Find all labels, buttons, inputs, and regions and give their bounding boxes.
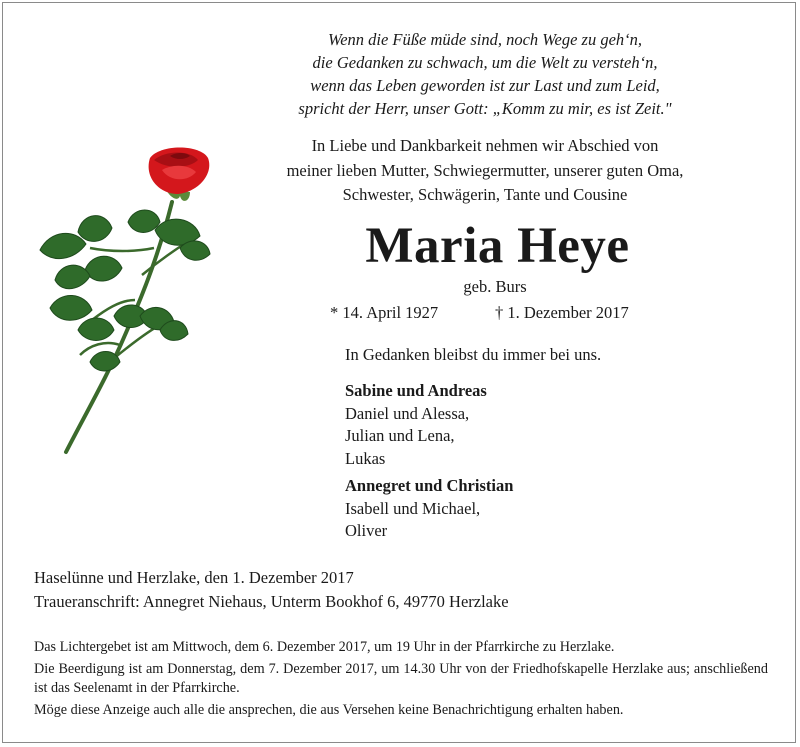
- note-paragraph: Die Beerdigung ist am Donnerstag, dem 7. Dezember 2017, um 14.30 Uhr von der Friedhofskapelle Herzlake aus; anschließend ist das Seelenamt in der Pfarrkirche.: [34, 661, 768, 696]
- family-group: [345, 475, 513, 543]
- family-member: Oliver: [345, 521, 388, 540]
- birth-date: * 14. April 1927: [330, 303, 439, 322]
- family-member: Julian und Lena,: [345, 426, 455, 445]
- intro-line: In Liebe und Dankbarkeit nehmen wir Abschied von: [311, 136, 659, 155]
- mourning-address: Traueranschrift: Annegret Niehaus, Unterm Bookhof 6, 49770 Herzlake: [34, 591, 509, 611]
- family-member: Lukas: [345, 448, 386, 468]
- family-head: Annegret und Christian: [345, 476, 514, 495]
- poem-line: die Gedanken zu schwach, um die Welt zu versteh‘n,: [312, 53, 658, 72]
- death-date: † 1. Dezember 2017: [495, 303, 629, 322]
- note-paragraph: Möge diese Anzeige auch alle die ansprechen, die aus Versehen keine Benachrichtigung erhalten haben.: [34, 702, 624, 718]
- service-notes: [34, 638, 768, 723]
- family-member: Daniel und Alessa,: [345, 403, 470, 423]
- motto: In Gedanken bleibst du immer bei uns.: [345, 345, 602, 364]
- poem-line: spricht der Herr, unser Gott: „Komm zu mir, es ist Zeit.": [298, 99, 672, 118]
- intro-line: meiner lieben Mutter, Schwiegermutter, unserer guten Oma,: [286, 160, 684, 180]
- family-group: [345, 380, 487, 470]
- intro-line: Schwester, Schwägerin, Tante und Cousine: [342, 185, 628, 204]
- deceased-name: Maria Heye: [365, 218, 630, 274]
- red-rose-icon: [30, 140, 220, 460]
- poem: [250, 28, 720, 120]
- family-member: Isabell und Michael,: [345, 498, 481, 518]
- poem-line: wenn das Leben geworden ist zur Last und zum Leid,: [310, 76, 660, 95]
- place-date: Haselünne und Herzlake, den 1. Dezember 2017: [34, 568, 354, 587]
- family-head: Sabine und Andreas: [345, 381, 487, 400]
- farewell-intro: [240, 134, 730, 208]
- place-and-address: [34, 566, 509, 613]
- poem-line: Wenn die Füße müde sind, noch Wege zu geh‘n,: [327, 30, 643, 49]
- maiden-name: geb. Burs: [463, 277, 527, 296]
- note-paragraph: Das Lichtergebet ist am Mittwoch, dem 6. Dezember 2017, um 19 Uhr in der Pfarrkirche zu Herzlake.: [34, 639, 615, 655]
